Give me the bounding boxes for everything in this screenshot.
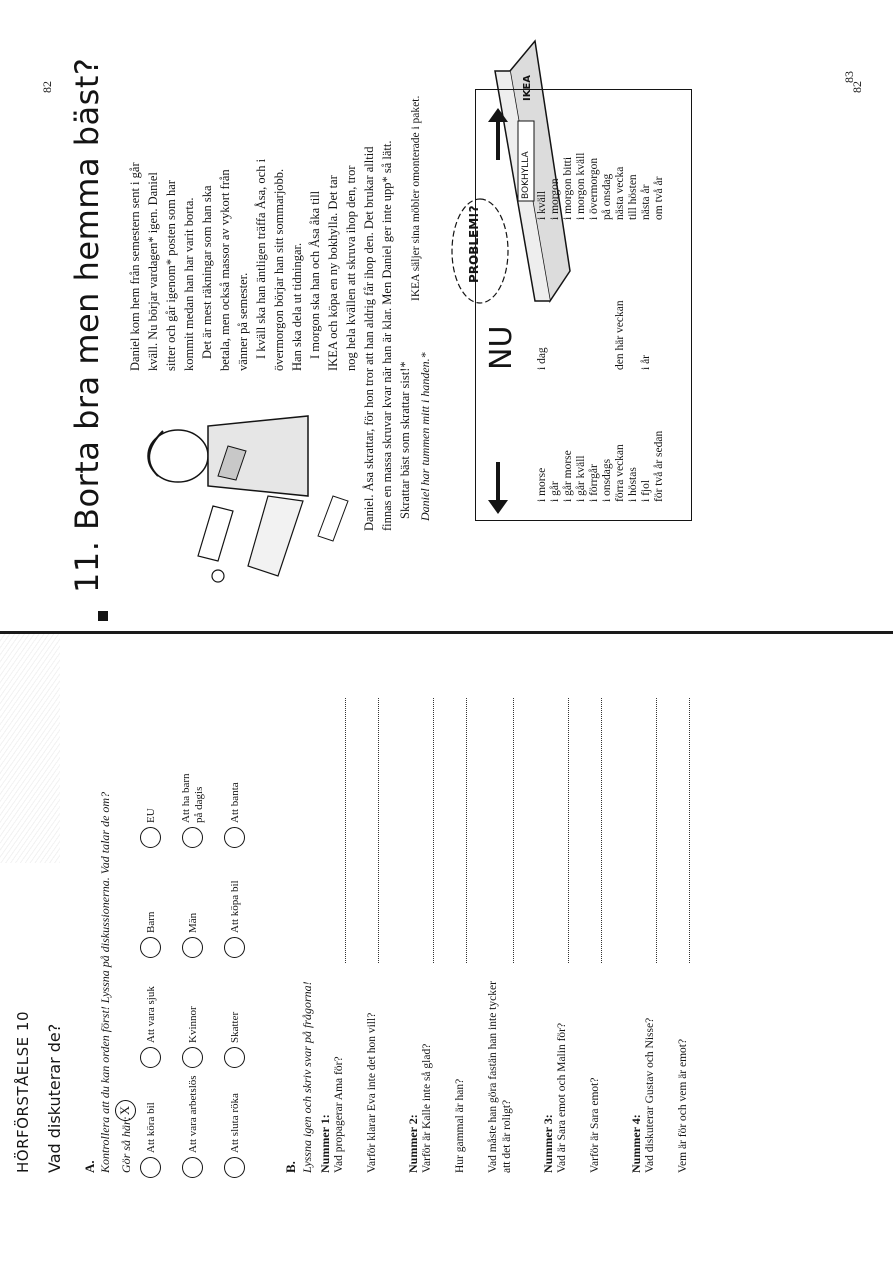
future-expression: nästa vecka (614, 166, 626, 220)
arrow-left-head-icon (488, 500, 508, 514)
time-expressions-box (475, 89, 692, 521)
group-heading: Nummer 2: (406, 1114, 420, 1173)
past-expression: i onsdags (601, 458, 613, 502)
section-a-letter: A. (82, 1160, 97, 1173)
time-table-center: NU (484, 325, 519, 370)
option-circle[interactable] (182, 1157, 203, 1178)
story-line: Han ska dela ut tidningar. (290, 242, 304, 371)
story-line: IKEA och köpa en ny bokhylla. Det tar (326, 175, 340, 371)
option-circle[interactable] (224, 1047, 245, 1068)
option-label-extra: på dagis (193, 786, 205, 823)
page-number: 83 (842, 71, 856, 83)
past-expression: i går kväll (575, 455, 587, 502)
section-a-instruction: Kontrollera att du kan orden först! Lyssna på diskussionerna. Vad talar de om? (98, 791, 112, 1173)
question: Vad måste han göra fastän han inte tycker (487, 981, 499, 1173)
story-line: kväll. Nu börjar vardagen* igen. Daniel (146, 172, 160, 371)
story-line: Daniel kom hem från semestern sent i går (128, 162, 142, 371)
future-expression: i morgon (549, 178, 561, 220)
future-expression: i morgon kväll (575, 152, 587, 220)
scan-noise (0, 633, 60, 863)
option-label: Män (187, 912, 199, 933)
option-label: Skatter (229, 1011, 241, 1043)
story-line: Skrattar bäst som skrattar sist!* (398, 361, 412, 519)
page-subtitle: Vad diskuterar de? (45, 1023, 64, 1173)
option-label: Att vara arbetslös (187, 1075, 199, 1153)
audio-icon (98, 611, 108, 621)
past-expression: i går (549, 481, 561, 502)
question: Varför är Sara emot? (589, 1077, 601, 1173)
group-heading: Nummer 1: (318, 1114, 332, 1173)
option-label: Att ha barn (180, 773, 192, 823)
page-number-left: 82 (40, 81, 54, 93)
story-line: sitter och går igenom* posten som har (164, 180, 178, 371)
past-expression: förra veckan (614, 444, 626, 502)
future-expression: i kväll (536, 190, 548, 220)
page-83 (0, 0, 893, 631)
question: Varför klarar Eva inte det hon vill? (366, 1012, 378, 1173)
past-expression: i fjol (640, 479, 652, 502)
option-label: Att vara sjuk (145, 986, 157, 1043)
arrow-left-icon (496, 462, 500, 502)
answer-line[interactable] (601, 698, 602, 963)
option-label: Att banta (229, 782, 241, 823)
box-label-ikea: IKEA (522, 74, 533, 101)
past-expression: i morse (536, 467, 548, 502)
option-label: Barn (145, 911, 157, 933)
daniel-illustration (118, 376, 358, 596)
group-heading: Nummer 3: (541, 1114, 555, 1173)
past-expression: för två år sedan (653, 430, 665, 502)
story-line: Daniel. Åsa skrattar, för hon tror att han aldrig får ihop den. Det brukar alltid (362, 146, 376, 531)
question: Vad är Sara emot och Malin för? (556, 1022, 568, 1173)
arrow-right-head-icon (488, 108, 508, 122)
answer-line[interactable] (433, 698, 434, 963)
past-expression: i förrgår (588, 464, 600, 502)
question: Hur gammal är han? (454, 1078, 466, 1173)
future-expression: på onsdag (601, 173, 613, 220)
page-title: HÖRFÖRSTÅELSE 10 (14, 1011, 32, 1173)
future-expression: till hösten (627, 174, 639, 220)
option-circle[interactable] (182, 937, 203, 958)
section-b-instruction: Lyssna igen och skriv svar på frågorna! (300, 981, 314, 1173)
ikea-caption: IKEA säljer sina möbler omonterade i paket. (410, 95, 422, 301)
past-expression: i höstas (627, 467, 639, 502)
option-circle[interactable] (224, 937, 245, 958)
example-circle: X (115, 1100, 136, 1121)
answer-line[interactable] (689, 698, 690, 963)
page-divider (0, 631, 893, 634)
answer-line[interactable] (345, 698, 346, 963)
story-line: övermorgon börjar han sitt sommarjobb. (272, 168, 286, 371)
option-circle[interactable] (140, 937, 161, 958)
past-expression: i går morse (562, 450, 574, 502)
answer-line[interactable] (378, 698, 379, 963)
box-label-bokhylla: BOKHYLLA (521, 151, 531, 199)
story-line: Det är mest räkningar som han ska (200, 185, 214, 359)
now-expression: i år (640, 354, 652, 370)
story-line: finnas en massa skruvar kvar när han är klar. Men Daniel ger inte upp* så lätt. (380, 140, 394, 531)
option-label: Att köpa bil (229, 880, 241, 933)
option-circle[interactable] (182, 1047, 203, 1068)
option-label: Att sluta röka (229, 1093, 241, 1153)
option-label: Att köra bil (145, 1102, 157, 1153)
arrow-right-icon (496, 120, 500, 160)
story-line: nog hela kvällen att skruva ihop den, tror (344, 165, 358, 371)
thumb-note: Daniel har tummen mitt i handen.* (418, 352, 432, 521)
option-circle[interactable] (140, 827, 161, 848)
option-circle[interactable] (140, 1047, 161, 1068)
example-label: Gör så här: (119, 1116, 133, 1173)
future-expression: om två år (653, 176, 665, 220)
story-line: betala, men också massor av vykort från (218, 169, 232, 371)
story-line: I morgon ska han och Åsa åka till (308, 190, 322, 359)
problem-thought-bubble: PROBLEM!? (467, 205, 481, 283)
section-b-letter: B. (283, 1161, 298, 1173)
answer-line[interactable] (513, 698, 514, 963)
option-circle[interactable] (140, 1157, 161, 1178)
question: Varför är Kalle inte så glad? (421, 1043, 433, 1173)
future-expression: nästa år (640, 184, 652, 220)
group-heading: Nummer 4: (629, 1114, 643, 1173)
chapter-title: 11. Borta bra men hemma bäst? (68, 57, 106, 593)
story-line: vänner på semester. (236, 272, 250, 371)
question: Vem är för och vem är emot? (677, 1038, 689, 1173)
question: Vad propagerar Ama för? (333, 1056, 345, 1173)
now-expression: i dag (536, 347, 548, 370)
option-circle[interactable] (182, 827, 203, 848)
question: Vad diskuterar Gustav och Nisse? (644, 1017, 656, 1173)
option-label: EU (145, 808, 157, 823)
page-number: 82 (850, 81, 864, 93)
option-circle[interactable] (224, 1157, 245, 1178)
option-circle[interactable] (224, 827, 245, 848)
answer-line[interactable] (656, 698, 657, 963)
story-line: kommit medan han har varit borta. (182, 197, 196, 371)
future-expression: i morgon bitti (562, 156, 574, 220)
story-line: I kväll ska han äntligen träffa Åsa, och i (254, 158, 268, 359)
now-expression: den här veckan (614, 300, 626, 370)
option-label: Kvinnor (187, 1006, 199, 1043)
question-cont: att det är roligt? (501, 1099, 513, 1173)
answer-line[interactable] (568, 698, 569, 963)
answer-line[interactable] (466, 698, 467, 963)
future-expression: i övermorgon (588, 157, 600, 220)
